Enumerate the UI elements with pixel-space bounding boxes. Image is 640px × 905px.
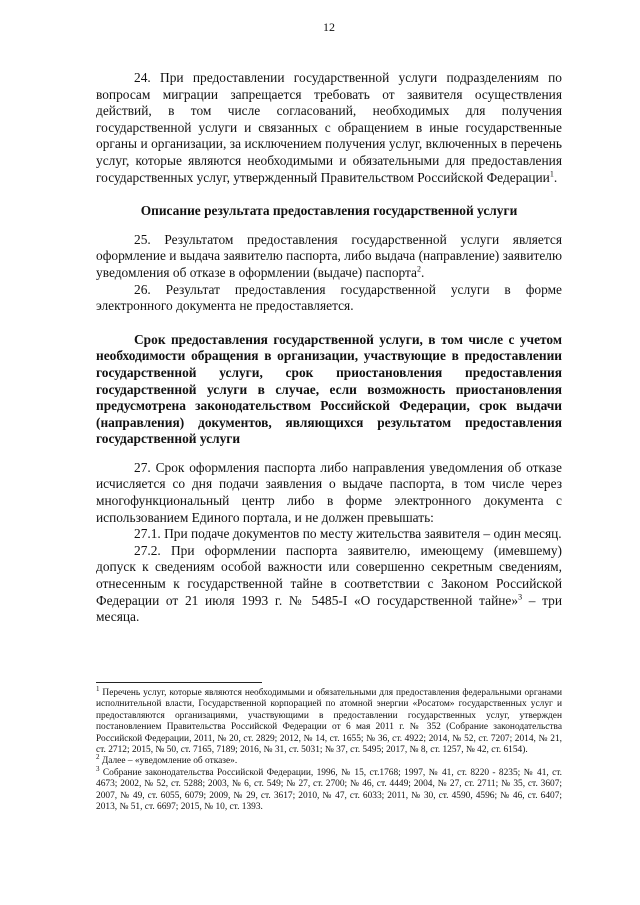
paragraph-27-2 — [96, 543, 562, 626]
paragraph-26: 26. Результат предоставления государственной услуги в форме электронного документа не предоставляется. — [96, 281, 562, 314]
footnote-text: Перечень услуг, которые являются необходимыми и обязательными для предоставления федеральными органами исполнительной власти, Государственной корпорацией по атомной энергии «Росатом» государственных услуг и предоставляются организациями, участвующими в предоставлении государственных услуг, утвержден постановлением Правительства Российской Федерации от 6 мая 2011 г. № 352 (Собрание законодательства Российской Федерации, 2011, № 20, ст. 2829; 2012, № 14, ст. 1655; № 36, ст. 4922; 2014, № 52, ст. 7207; 2014, № 21, ст. 2712; 2015, № 50, ст. 7165, 7189; 2016, № 31, ст. 5031; № 37, ст. 5495; 2017, № 8, ст. 1257, № 42, ст. 6154). — [96, 688, 562, 756]
footnote-3 — [96, 764, 562, 814]
footnote-ref-2: 2 — [417, 264, 422, 274]
footnote-text: Далее – «уведомление об отказе». — [99, 756, 238, 767]
section-heading-term: Срок предоставления государственной услуги, в том числе с учетом необходимости обращения в организации, участвующие в предоставлении государственной услуги, срок приостановления предоставления государственной услуги в случае, если возможность приостановления предусмотрена законодательством Российской Федерации, срок выдачи (направления) документов, являющихся результатом предоставления государственной услуги — [96, 331, 562, 447]
section-heading-result: Описание результата предоставления государственной услуги — [140, 203, 518, 219]
paragraph-25-text: 25. Результатом предоставления государственной услуги является оформление и выдача заявителю паспорта, либо выдача (направление) заявителю уведомления об отказе в оформлении (выдаче) паспорта — [96, 231, 562, 280]
paragraph-24-text: 24. При предоставлении государственной услуги подразделениям по вопросам миграции запрещается требовать от заявителя осуществления действий, в том числе согласований, необходимых для получения государственной услуги и связанных с обращением в иные государственные органы и организации, за исключением получения услуг, включенных в перечень услуг, которые являются необходимыми и обязательными для предоставления государственных услуг, утвержденный Правительством Российской Федерации — [96, 70, 562, 185]
paragraph-27-1: 27.1. При подаче документов по месту жительства заявителя – один месяц. — [134, 526, 562, 542]
paragraph-24 — [96, 70, 562, 186]
document-body — [96, 70, 562, 626]
footnote-divider — [96, 682, 262, 683]
spacer — [96, 315, 562, 332]
footnote-ref-3: 3 — [518, 592, 523, 602]
paragraph-27-2-text: 27.2. При оформлении паспорта заявителю, имеющему (имевшему) допуск к сведениям особой важности или совершенно секретным сведениям, отнесенным к государственной тайне в соответствии с Законом Российской Федерации от 21 июля 1993 г. № 5485-I «О государственной тайне» — [96, 542, 562, 608]
spacer — [96, 448, 562, 460]
footnote-mark: 2 — [96, 753, 100, 762]
footnote-1 — [96, 684, 562, 756]
spacer — [96, 186, 562, 203]
footnote-2 — [96, 753, 562, 767]
paragraph-27-2-end: – три месяца. — [96, 592, 562, 625]
paragraph-27: 27. Срок оформления паспорта либо направления уведомления об отказе исчисляется со дня подачи заявления о выдаче паспорта, в том числе через многофункциональный центр либо в форме электронного документа с использованием Единого портала, и не должен превышать: — [96, 459, 562, 525]
footnote-ref-1: 1 — [549, 169, 554, 179]
spacer — [96, 220, 562, 232]
page-number: 12 — [323, 20, 335, 34]
paragraph-25 — [96, 232, 562, 282]
paragraph-24-end: . — [553, 169, 558, 185]
footnote-text: Собрание законодательства Российской Федерации, 1996, № 15, ст.1768; 1997, № 41, ст. 8220 - 8235; № 41, ст. 4673; 2002, № 52, ст. 5288; 2003, № 6, ст. 549; № 27, ст. 2700; № 46, ст. 4449; 2004, № 27, ст. 2711; № 35, ст. 3607; 2007, № 49, ст. 6055, 6079; 2009, № 29, ст. 3617; 2010, № 47, ст. 6033; 2011, № 30, ст. 4590, 4596; № 46, ст. 6407; 2013, № 51, ст. 6697; 2015, № 10, ст. 1393. — [96, 767, 562, 813]
paragraph-25-end: . — [421, 264, 425, 280]
footnote-mark: 1 — [96, 684, 100, 693]
footnotes — [96, 682, 562, 813]
footnote-mark: 3 — [96, 764, 100, 773]
